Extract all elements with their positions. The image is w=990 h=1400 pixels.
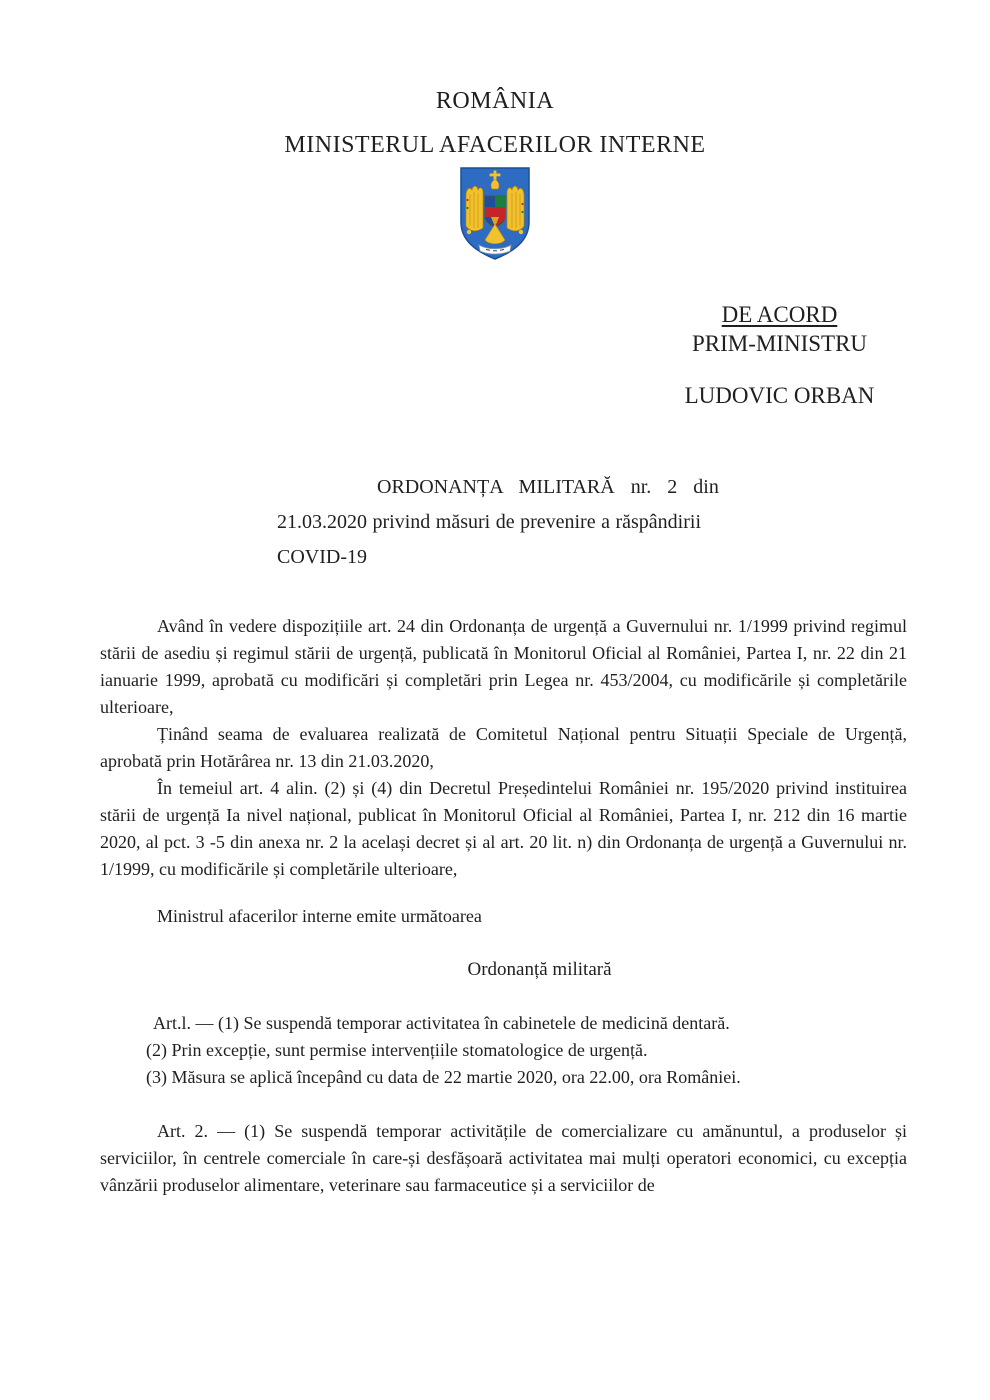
preamble-paragraph-2: Ținând seama de evaluarea realizată de Comitetul Național pentru Situații Speciale de Urgență, aprobată prin Hotărârea nr. 13 din 21.03.2020,	[100, 724, 907, 771]
ordinance-title-line1: ORDONANȚA MILITARĂ nr. 2 din	[377, 476, 719, 498]
approval-block	[637, 300, 922, 410]
prime-minister-name: LUDOVIC ORBAN	[684, 383, 875, 408]
article-1-line-3: (3) Măsura se aplică începând cu data de 22 martie 2020, ora 22.00, ora României.	[146, 1067, 741, 1087]
approval-agreement-label: DE ACORD	[721, 302, 838, 327]
ordinance-title-line2: 21.03.2020 privind măsuri de prevenire a răspândirii	[277, 511, 701, 533]
preamble-paragraph-1: Având în vedere dispozițiile art. 24 din Ordonanța de urgență a Guvernului nr. 1/1999 privind regimul stării de asediu și regimul stării de urgență, publicată în Monitorul Oficial al României, Partea I, nr. 22 din 21 ianuarie 1999, aprobată cu modificări și completări prin Legea nr. 453/2004, cu modificările și completările ulterioare,	[100, 616, 907, 717]
romania-coat-of-arms-icon	[457, 166, 533, 262]
article-1	[100, 1010, 907, 1091]
preamble-paragraph-3: În temeiul art. 4 alin. (2) și (4) din Decretul Președintelui României nr. 195/2020 privind instituirea stării de urgență Ia nivel național, publicat în Monitorul Oficial al României, Partea I, nr. 212 din 16 martie 2020, al pct. 3 -5 din anexa nr. 2 la același decret și al art. 20 lit. n) din Ordonanța de urgență a Guvernului nr. 1/1999, cu modificările și completările ulterioare,	[100, 778, 907, 879]
ministry-heading: MINISTERUL AFACERILOR INTERNE	[284, 132, 706, 158]
prime-minister-role-label: PRIM-MINISTRU	[691, 331, 868, 356]
article-1-line-1: Art.l. — (1) Se suspendă temporar activitatea în cabinetele de medicină dentară.	[153, 1013, 730, 1033]
coat-of-arms	[457, 166, 533, 262]
country-heading: ROMÂNIA	[435, 88, 555, 114]
ordinance-title-line3: COVID-19	[277, 546, 367, 568]
issuer-statement: Ministrul afacerilor interne emite următoarea	[157, 906, 482, 926]
ordinance-title-block	[277, 470, 735, 575]
document-type-heading: Ordonanță militară	[467, 959, 612, 980]
document-body	[100, 613, 907, 1199]
article-1-line-2: (2) Prin excepție, sunt permise intervențiile stomatologice de urgență.	[146, 1040, 648, 1060]
article-2-paragraph: Art. 2. — (1) Se suspendă temporar activitățile de comercializare cu amănuntul, a produselor și serviciilor, în centrele comerciale în care-și desfășoară activitatea mai mulți operatori economici, cu excepția vânzării produselor alimentare, veterinare sau farmaceutice și a serviciilor de	[100, 1121, 907, 1195]
